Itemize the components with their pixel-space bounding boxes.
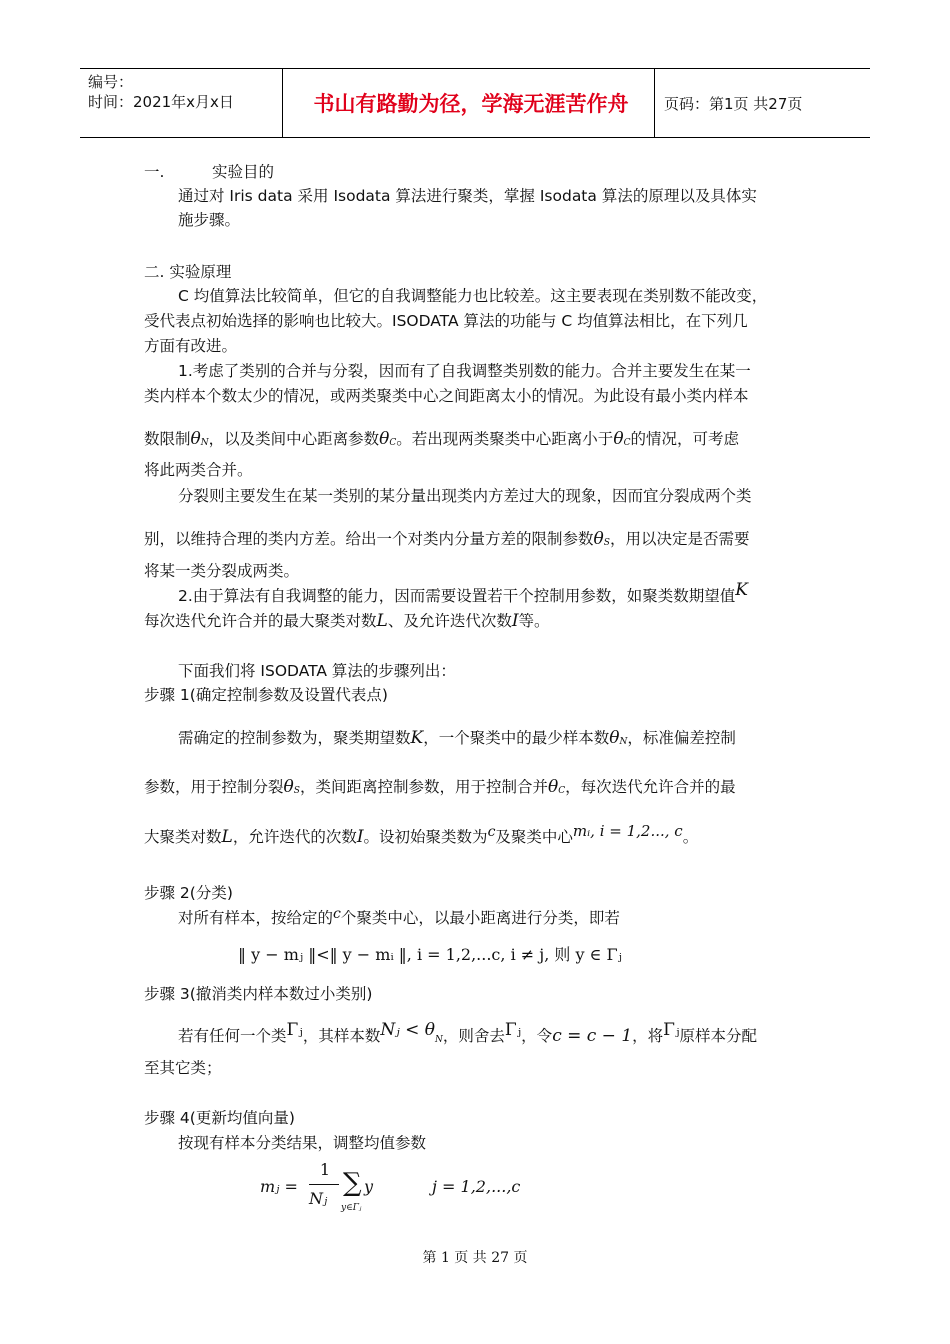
text-run: 原样本分配: [679, 1027, 757, 1045]
paragraph-line-with-math: [144, 427, 739, 455]
header-number: 编号：: [88, 73, 134, 91]
header-divider: [282, 69, 283, 137]
header-page-count: 页码：第1页 共27页: [664, 94, 803, 113]
paragraph-line: 1.考虑了类别的合并与分裂，因而有了自我调整类别数的能力。合并主要发生在某一: [178, 362, 751, 380]
header-motto: 书山有路勤为径，学海无涯苦作舟: [313, 92, 629, 116]
text-run: ，将: [632, 1027, 664, 1045]
text-run: ，以及类间中心距离参数: [208, 430, 380, 448]
theta-symbol: θ: [593, 529, 604, 549]
theta-symbol: θ: [613, 429, 624, 449]
math-formula: mᵢ, i = 1,2..., c: [572, 822, 683, 840]
header-time: 时间：2021年x月x日: [88, 93, 234, 111]
math-var: c: [333, 906, 341, 922]
paragraph-line: 类内样本个数太少的情况，或两类聚类中心之间距离太小的情况。为此设有最小类内样本: [144, 387, 749, 405]
text-run: 等。: [518, 612, 550, 630]
text-run: 。设初始聚类数为: [363, 828, 488, 846]
step-4-title: 步骤 4(更新均值向量): [144, 1109, 295, 1127]
section-1-title: 实验目的: [212, 163, 275, 181]
subscript: N: [619, 737, 628, 747]
mean-formula-lhs: mⱼ =: [260, 1177, 298, 1196]
paragraph-line: 下面我们将 ISODATA 算法的步骤列出：: [178, 662, 456, 680]
math-var: K: [735, 580, 748, 600]
text-run: ，每次迭代允许合并的最: [565, 778, 736, 796]
text-run: 需确定的控制参数为，聚类期望数: [178, 729, 411, 747]
mean-formula-denominator: Nⱼ: [309, 1189, 328, 1208]
sum-subscript: y∈Γⱼ: [341, 1203, 362, 1213]
text-run: 。若出现两类聚类中心距离小于: [396, 430, 614, 448]
text-run: 。: [682, 828, 699, 846]
paragraph-line: 将此两类合并。: [144, 461, 253, 479]
paragraph-line: 至其它类；: [144, 1059, 222, 1077]
subscript: C: [558, 786, 566, 796]
text-run: 及聚类中心: [495, 828, 573, 846]
subscript: N: [434, 1035, 443, 1045]
math-var: Γⱼ: [286, 1020, 303, 1040]
step-2-title: 步骤 2(分类): [144, 884, 233, 902]
paragraph-line-with-math: [144, 822, 699, 850]
math-var: K: [410, 728, 424, 748]
text-run: ，其样本数: [302, 1027, 381, 1045]
paragraph-line: 按现有样本分类结果，调整均值参数: [178, 1134, 427, 1152]
page-header: [80, 68, 870, 138]
math-var: c: [487, 824, 496, 840]
paragraph-line-with-math: [178, 726, 736, 754]
text-run: 对所有样本，按给定的: [178, 909, 334, 927]
paragraph-line: 分裂则主要发生在某一类别的某分量出现类内方差过大的现象，因而宜分裂成两个类: [178, 487, 752, 505]
text-run: 若有任何一个类: [178, 1027, 287, 1045]
classification-formula: ‖ y − mⱼ ‖<‖ y − mᵢ ‖, i = 1,2,...c, i ≠ j, 则 y ∈ Γⱼ: [238, 945, 622, 964]
paragraph-line-with-math: [178, 906, 620, 931]
math-var: Γⱼ: [663, 1020, 680, 1040]
theta-symbol: θ: [190, 429, 201, 449]
paragraph-line-with-math: [144, 609, 550, 633]
theta-symbol: θ: [547, 777, 559, 797]
paragraph-line: 将某一类分裂成两类。: [144, 562, 300, 580]
paragraph-line-with-math: [144, 775, 736, 803]
section-1-number: 一.: [144, 163, 165, 181]
math-var: I: [511, 611, 519, 631]
header-meta: [88, 72, 234, 112]
text-run: 每次迭代允许合并的最大聚类对数: [144, 612, 377, 630]
text-run: 数限制: [144, 430, 191, 448]
subscript: C: [389, 438, 397, 448]
text-run: 、及允许迭代次数: [387, 612, 512, 630]
math-var: Γⱼ: [504, 1020, 522, 1040]
text-run: ，允许迭代的次数: [232, 828, 357, 846]
text-run: 的情况，可考虑: [630, 430, 739, 448]
text-run: ，则舍去: [442, 1027, 505, 1045]
paragraph-line: 方面有改进。: [144, 337, 238, 355]
paragraph-line-with-math: [144, 527, 749, 555]
text-run: 参数，用于控制分裂: [144, 778, 284, 796]
page-footer: 第 1 页 共 27 页: [422, 1250, 528, 1266]
sum-symbol: ∑: [343, 1168, 362, 1198]
step-1-title: 步骤 1(确定控制参数及设置代表点): [144, 686, 388, 704]
subscript: C: [623, 438, 631, 448]
theta-symbol: θ: [379, 429, 390, 449]
paragraph-line: C 均值算法比较简单，但它的自我调整能力也比较差。这主要表现在类别数不能改变，: [178, 287, 768, 305]
paragraph-line-with-math: [178, 580, 748, 608]
subscript: N: [200, 438, 209, 448]
mean-formula-range: j = 1,2,...,c: [432, 1177, 521, 1196]
math-var: I: [356, 827, 364, 847]
text-run: 个聚类中心，以最小距离进行分类，即若: [340, 909, 620, 927]
math-inequality: Nⱼ < θ: [380, 1020, 435, 1040]
math-var: L: [221, 827, 233, 847]
paragraph-line: 施步骤。: [178, 211, 241, 229]
math-update: c = c − 1: [552, 1026, 633, 1046]
text-run: ，用以决定是否需要: [609, 530, 750, 548]
text-run: ，类间距离控制参数，用于控制合并: [299, 778, 548, 796]
fraction-bar: [309, 1184, 339, 1185]
mean-formula-numerator: 1: [319, 1160, 331, 1179]
theta-symbol: θ: [609, 728, 620, 748]
text-run: ，标准偏差控制: [627, 729, 736, 747]
mean-formula-y: y: [364, 1177, 374, 1196]
paragraph-line: 受代表点初始选择的影响也比较大。ISODATA 算法的功能与 C 均值算法相比，在下列几: [144, 312, 748, 330]
subscript: S: [293, 786, 300, 796]
step-3-title: 步骤 3(撤消类内样本数过小类别): [144, 985, 373, 1003]
text-run: 别，以维持合理的类内方差。给出一个对类内分量方差的限制参数: [144, 530, 594, 548]
text-run: ，一个聚类中的最少样本数: [423, 729, 610, 747]
theta-symbol: θ: [283, 777, 294, 797]
section-2-title: 二. 实验原理: [144, 263, 232, 281]
subscript: S: [603, 538, 610, 548]
text-run: 2.由于算法有自我调整的能力，因而需要设置若干个控制用参数，如聚类数期望值: [178, 587, 736, 605]
math-var: L: [376, 611, 388, 631]
paragraph-line: 通过对 Iris data 采用 Isodata 算法进行聚类，掌握 Isodata 算法的原理以及具体实: [178, 187, 757, 205]
text-run: ，令: [521, 1027, 553, 1045]
text-run: 大聚类对数: [144, 828, 222, 846]
paragraph-line-with-math: [178, 1020, 757, 1052]
